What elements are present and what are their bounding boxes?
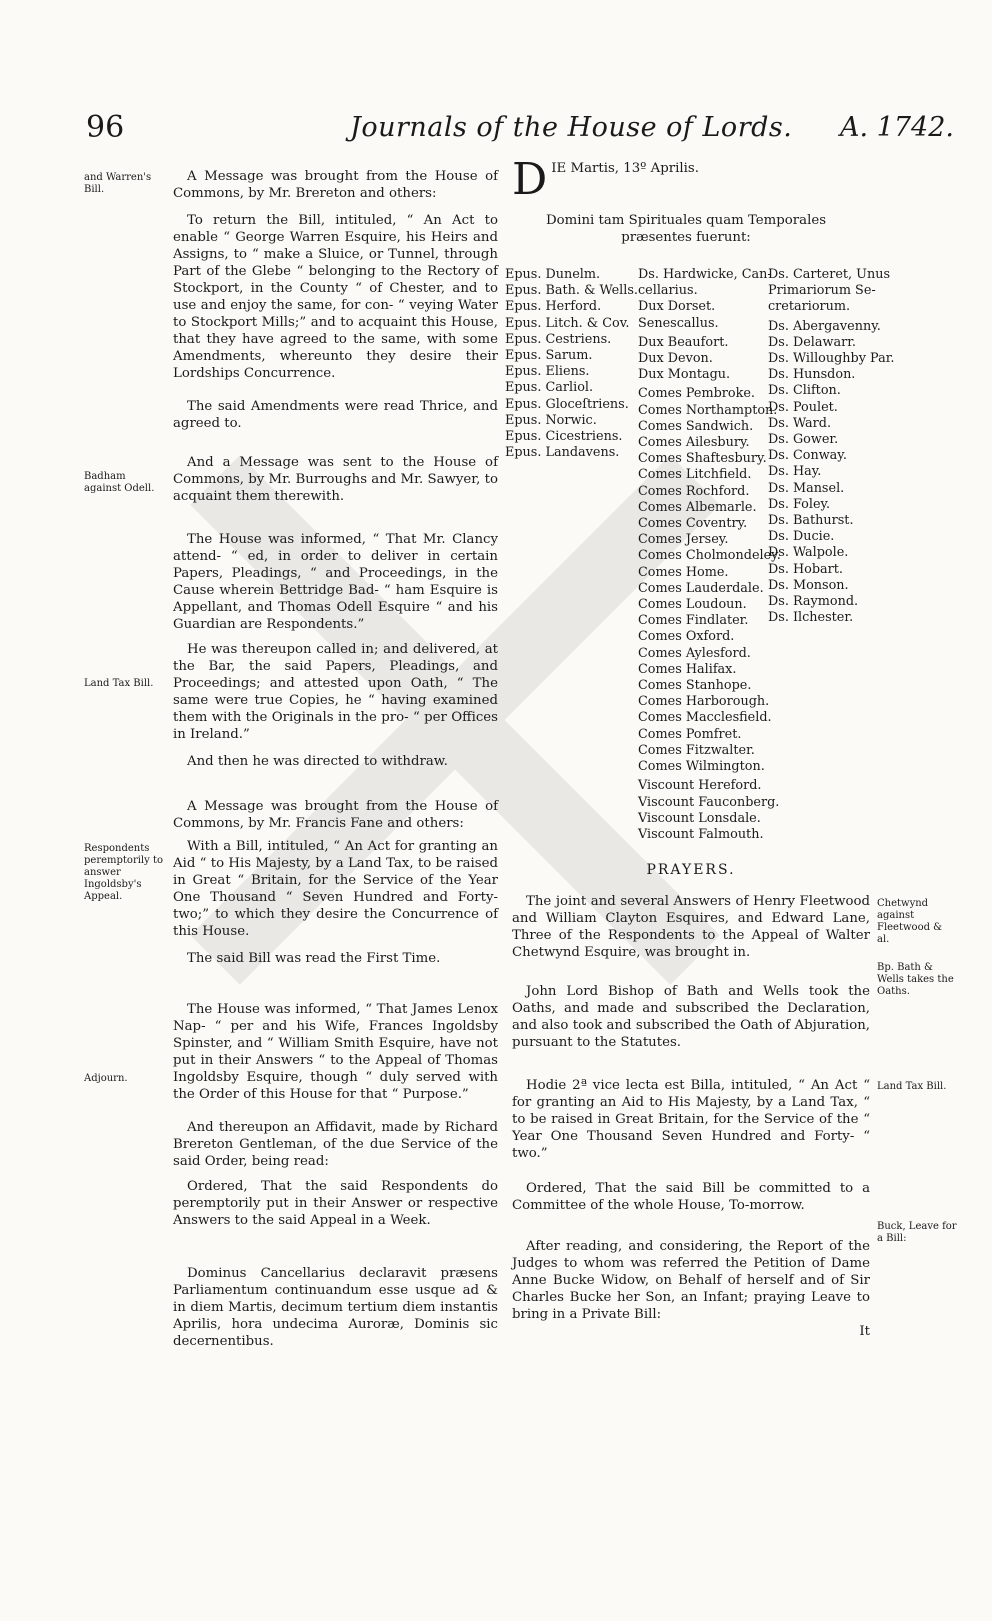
attendee: Ds. Poulet. [768,399,838,415]
attendee: Comes Oxford. [638,629,735,645]
attendee: Comes Halifax. [638,661,737,677]
paragraph: After reading, and considering, the Report of the Judges to whom was referred the Petition of Dame Anne Bucke Widow, on Behalf of herself and of Sir Charles Bucke her Son, an Infant; praying Leave to bring in a Private Bill: [512,1239,870,1322]
attendee: Senescallus. [638,315,719,331]
attendee: Comes Stanhope. [638,678,752,694]
attendee: Comes Home. [638,564,729,580]
attendee: Dux Montagu. [638,367,731,383]
attendee: Comes Lauderdale. [638,580,764,596]
attendee: Ds. Delawarr. [768,334,856,350]
attendee: Comes Loudoun. [638,597,747,613]
attendee: Comes Fitzwalter. [638,742,755,758]
attendee: Dux Beaufort. [638,334,729,350]
attendee: Ds. Foley. [768,496,831,512]
attendee: Primariorum Se- [768,283,876,299]
margin-note: Chetwynd against Fleetwood & al. [877,898,943,945]
margin-note: and Warren's Bill. [84,172,152,195]
paragraph: John Lord Bishop of Bath and Wells took the Oaths, and made and subscribed the Declaration, and also took and subscribed the Oath of Abjuration, pursuant to the Statutes. [512,984,870,1050]
left-column [173,168,498,1350]
nobles-list [638,267,781,843]
attendee: Comes Albemarle. [638,499,757,515]
attendee: Epus. Eliens. [505,364,590,380]
running-head: Journals of the House of Lords. [350,112,793,143]
paragraph: The House was informed, “ That Mr. Clancy attend- “ ed, in order to deliver in certain Papers, Pleadings, “ and Proceedings, in the Cause wherein Bettridge Bad- “ ham Esquire is Appellant, and Thomas Odell Esquire “ and his Guardian are Respondents.” [173,532,498,632]
attendee: Ds. Willoughby Par. [768,351,895,367]
attendee: Epus. Cicestriens. [505,429,623,445]
attendee: Comes Ailesbury. [638,435,750,451]
bishops-list [505,267,638,461]
attendee: Ds. Conway. [768,448,847,464]
attendee: Ds. Raymond. [768,594,859,610]
attendee: Comes Rochford. [638,483,750,499]
margin-note: Land Tax Bill. [84,678,154,689]
paragraph: With a Bill, intituled, “ An Act for granting an Aid “ to His Majesty, by a Land Tax, to be raised in Great “ Britain, for the Service of the Year One Thousand “ Seven Hundred and Forty-two;” to which they desire the Concurrence of this House. [173,839,498,939]
paragraph: A Message was brought from the House of Commons, by Mr. Francis Fane and others: [173,799,498,831]
margin-note: Adjourn. [84,1073,128,1084]
year: A. 1742. [840,112,954,143]
attendee: Ds. Abergavenny. [768,318,881,334]
paragraph: A Message was brought from the House of Commons, by Mr. Brereton and others: [173,169,498,201]
attendee: Ds. Walpole. [768,545,849,561]
attendee: Ds. Carteret, Unus [768,267,891,282]
attendee: Comes Sandwich. [638,418,754,434]
attendee: Comes Jersey. [638,532,729,548]
paragraph: The joint and several Answers of Henry Fleetwood and William Clayton Esquires, and Edward Lane, Three of the Respondents to the Appeal of Walter Chetwynd Esquire, was brought in. [512,894,870,960]
paragraph: Hodie 2ª vice lecta est Billa, intituled, “ An Act “ for granting an Aid to His Majesty, by a Land Tax, “ to be raised in Great Britain, for the Service of the “ Year One Thousand Seven Hundred and Forty- “ two.” [512,1078,870,1161]
attendee: Comes Pembroke. [638,386,755,402]
attendee: Comes Cholmondeley. [638,548,781,564]
attendee: Ds. Clifton. [768,383,841,399]
attendee: Ds. Ward. [768,415,832,431]
attendee: Ds. Hunsdon. [768,367,856,383]
page-number: 96 [86,110,125,145]
attendee: Epus. Litch. & Cov. [505,315,630,331]
right-column-body [512,862,870,1340]
attendee: cretariorum. [768,299,851,315]
margin-note: Bp. Bath & Wells takes the Oaths. [877,962,954,997]
attendee: Viscount Lonsdale. [638,810,761,826]
paragraph: The House was informed, “ That James Lenox Nap- “ per and his Wife, Frances Ingoldsby Spinster, and “ William Smith Esquire, have not put in their Answers “ to the Appeal of Thomas Ingoldsby Esquire, though “ duly served with the Order of this House for that “ Purpose.” [173,1002,498,1102]
attendee: Dux Dorset. [638,299,716,315]
attendee: Comes Findlater. [638,613,749,629]
attendee: Epus. Gloceſtriens. [505,396,629,412]
attendee: Ds. Hay. [768,464,822,480]
attendee: Ds. Ducie. [768,529,835,545]
paragraph: And a Message was sent to the House of Commons, by Mr. Burroughs and Mr. Sawyer, to acquaint them therewith. [173,455,498,504]
attendee: Comes Litchfield. [638,467,752,483]
drop-cap: D [512,154,548,205]
attendee: Viscount Hereford. [638,778,762,794]
attendee: Comes Aylesford. [638,645,751,661]
margin-note: Buck, Leave for a Bill: [877,1221,957,1244]
prayers-heading: PRAYERS. [646,862,736,878]
attendee: Comes Shaftesbury. [638,451,767,467]
paragraph: To return the Bill, intituled, “ An Act to enable “ George Warren Esquire, his Heirs and Assigns, to “ make a Sluice, or Tunnel, through Part of the Glebe “ belonging to the Rectory of Stockport, in the County “ of Chester, and to use and enjoy the same, for con- “ veying Water to Stockport Mills;” and to acquaint this House, that they have agreed to the same, with some Amendments, whereunto they desire their Lordships Concurrence. [173,213,498,381]
paragraph: He was thereupon called in; and delivered, at the Bar, the said Papers, Pleadings, and Proceedings; and attested upon Oath, “ The same were true Copies, he “ having examined them with the Originals in the pro- “ per Offices in Ireland.” [173,642,498,742]
attendee: Ds. Monson. [768,577,849,593]
attendee: Dux Devon. [638,351,713,367]
attendee: Ds. Mansel. [768,480,845,496]
present-heading: Domini tam Spirituales quam Temporales præsentes fuerunt: [545,213,827,245]
attendee: Ds. Bathurst. [768,513,854,529]
attendee: Epus. Herford. [505,299,602,315]
margin-note: Land Tax Bill. [877,1081,947,1092]
attendee: Viscount Falmouth. [638,826,764,842]
attendee: Ds. Gower. [768,432,839,448]
attendee: Ds. Ilchester. [768,610,854,626]
attendee: cellarius. [638,283,698,299]
margin-note: Badham against Odell. [84,471,155,494]
attendee: Epus. Carliol. [505,380,594,396]
attendee: Comes Pomfret. [638,726,742,742]
attendee: Comes Wilmington. [638,759,765,775]
right-column-head [512,154,870,246]
barons-list [768,267,894,626]
attendee: Epus. Sarum. [505,348,593,364]
margin-note: Respondents peremptorily to answer Ingoldsby's Appeal. [84,843,163,902]
attendee: Epus. Bath. & Wells. [505,283,638,299]
attendee: Epus. Dunelm. [505,267,601,282]
attendee: Comes Coventry. [638,516,748,532]
paragraph: Dominus Cancellarius declaravit præsens Parliamentum continuandum esse usque ad & in diem Martis, decimum tertium diem instantis Aprilis, hora undecima Auroræ, Dominis sic decernentibus. [173,1266,498,1349]
sitting-date: IE Martis, 13º Aprilis. [551,161,699,176]
attendee: Epus. Norwic. [505,412,597,428]
paragraph: Ordered, That the said Bill be committed to a Committee of the whole House, To-morrow. [512,1181,870,1213]
attendee: Comes Macclesfield. [638,710,772,726]
catchword: It [859,1324,870,1339]
paragraph: The said Bill was read the First Time. [187,951,441,966]
attendee: Epus. Cestriens. [505,331,612,347]
attendee: Ds. Hobart. [768,561,843,577]
paragraph: And then he was directed to withdraw. [187,754,448,769]
attendee: Epus. Landavens. [505,445,620,461]
attendee: Comes Harborough. [638,694,770,710]
attendee: Viscount Fauconberg. [638,794,780,810]
paragraph: The said Amendments were read Thrice, and agreed to. [173,399,498,431]
attendee: Comes Northampton. [638,402,778,418]
paragraph: Ordered, That the said Respondents do peremptorily put in their Answer or respective Answers to the said Appeal in a Week. [173,1179,498,1228]
attendee: Ds. Hardwicke, Can- [638,267,772,282]
paragraph: And thereupon an Affidavit, made by Richard Brereton Gentleman, of the due Service of the said Order, being read: [173,1120,498,1169]
